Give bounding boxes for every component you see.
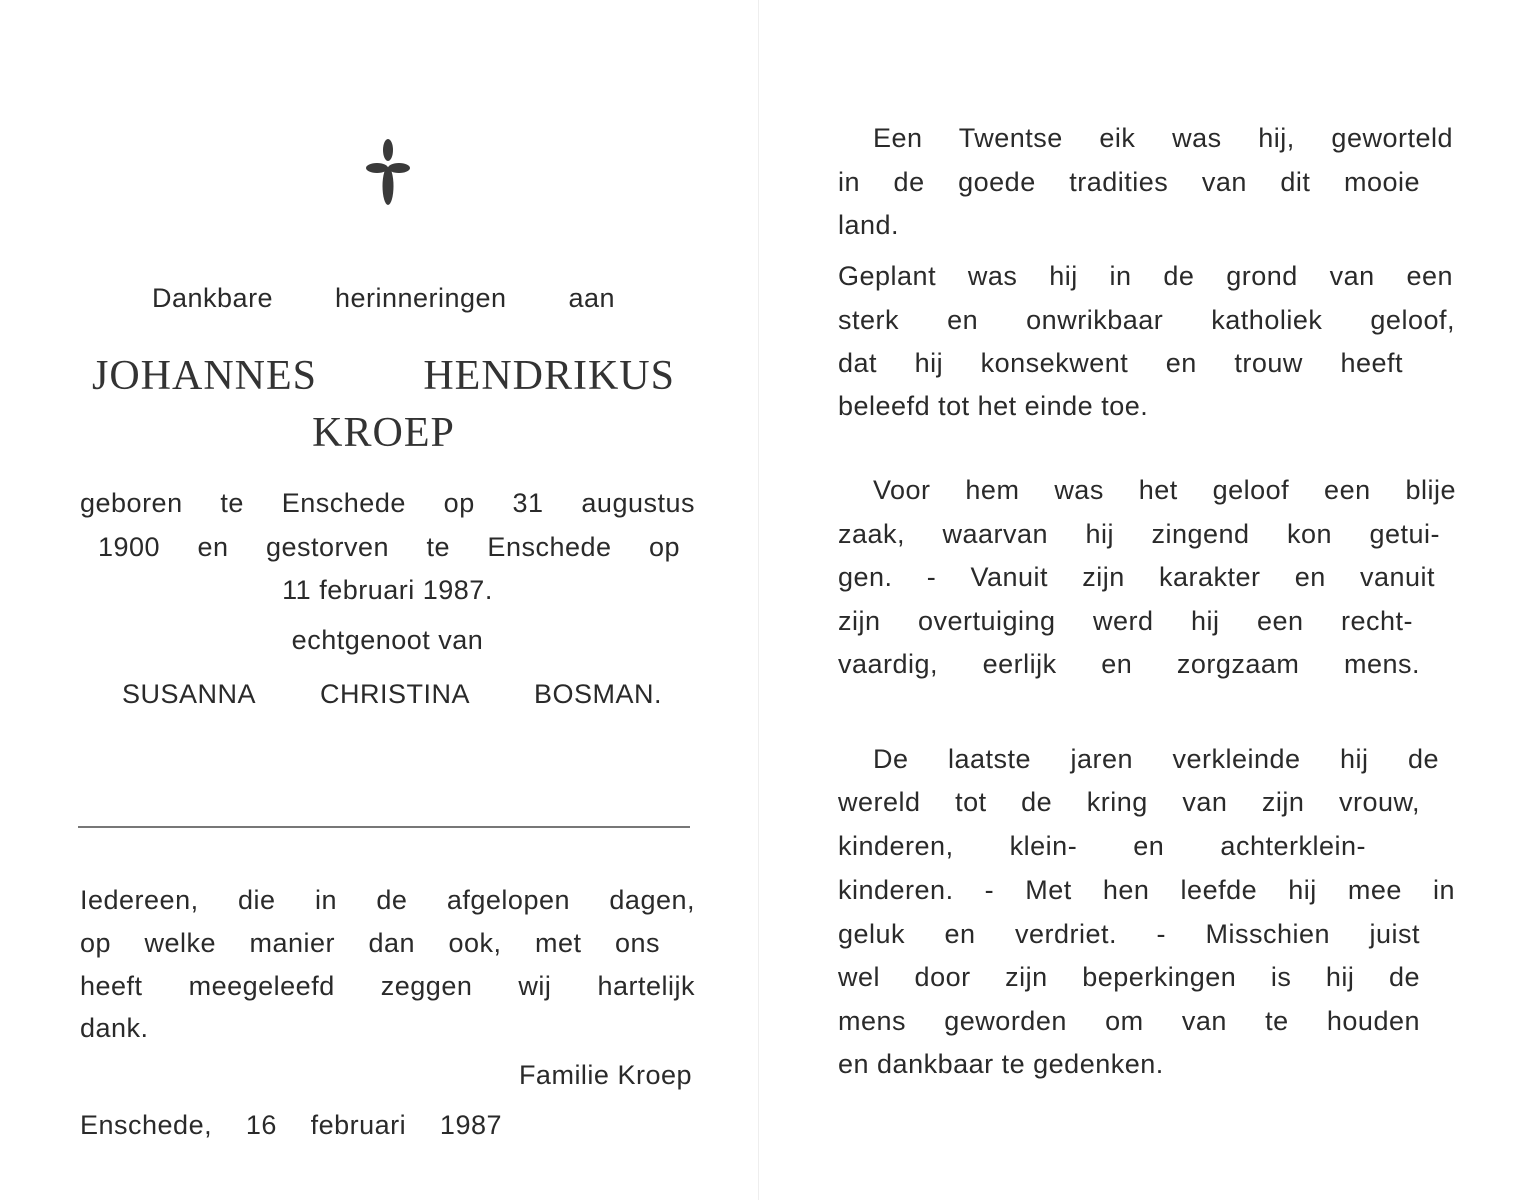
deceased-name-line1: JOHANNES HENDRIKUS [92, 353, 675, 399]
birth-line: 11 februari 1987. [282, 575, 493, 605]
tribute-line: beleefd tot het einde toe. [838, 391, 1149, 421]
spouse-name: SUSANNA CHRISTINA BOSMAN. [122, 679, 662, 709]
tribute-line: wereld tot de kring van zijn vrouw, [838, 787, 1420, 817]
tribute-line: wel door zijn beperkingen is hij de [838, 962, 1420, 992]
tribute-line: Een Twentse eik was hij, geworteld [873, 123, 1453, 153]
intro-text: Dankbare herinneringen aan [152, 283, 615, 313]
tribute-line: Voor hem was het geloof een blije [873, 475, 1456, 505]
birth-line: geboren te Enschede op 31 augustus [80, 488, 695, 518]
thanks-line: Iedereen, die in de afgelopen dagen, [80, 885, 695, 915]
thanks-line: heeft meegeleefd zeggen wij hartelijk [80, 971, 695, 1001]
spouse-label: echtgenoot van [291, 625, 484, 655]
tribute-line: land. [838, 210, 900, 240]
tribute-line: gen. - Vanuit zijn karakter en vanuit [838, 562, 1435, 592]
tribute-line: zijn overtuiging werd hij een recht- [838, 606, 1413, 636]
tribute-line: kinderen. - Met hen leefde hij mee in [838, 875, 1455, 905]
card-fold [758, 0, 759, 1200]
thanks-line: op welke manier dan ook, met ons [80, 928, 660, 958]
tribute-line: kinderen, klein- en achterklein- [838, 831, 1366, 861]
place-date: Enschede, 16 februari 1987 [80, 1110, 502, 1140]
tribute-line: De laatste jaren verkleinde hij de [873, 744, 1439, 774]
tribute-line: zaak, waarvan hij zingend kon getui- [838, 519, 1440, 549]
tribute-line: sterk en onwrikbaar katholiek geloof, [838, 305, 1455, 335]
tribute-line: vaardig, eerlijk en zorgzaam mens. [838, 649, 1420, 679]
signature: Familie Kroep [518, 1060, 692, 1090]
thanks-line: dank. [80, 1013, 149, 1043]
cross-icon [366, 138, 410, 206]
tribute-line: mens geworden om van te houden [838, 1006, 1420, 1036]
deceased-name-line2: KROEP [312, 410, 455, 456]
tribute-line: geluk en verdriet. - Misschien juist [838, 919, 1420, 949]
tribute-line: Geplant was hij in de grond van een [838, 261, 1453, 291]
birth-line: 1900 en gestorven te Enschede op [98, 532, 680, 562]
divider [78, 826, 690, 828]
tribute-line: dat hij konsekwent en trouw heeft [838, 348, 1403, 378]
tribute-line: in de goede tradities van dit mooie [838, 167, 1420, 197]
tribute-line: en dankbaar te gedenken. [838, 1049, 1164, 1079]
